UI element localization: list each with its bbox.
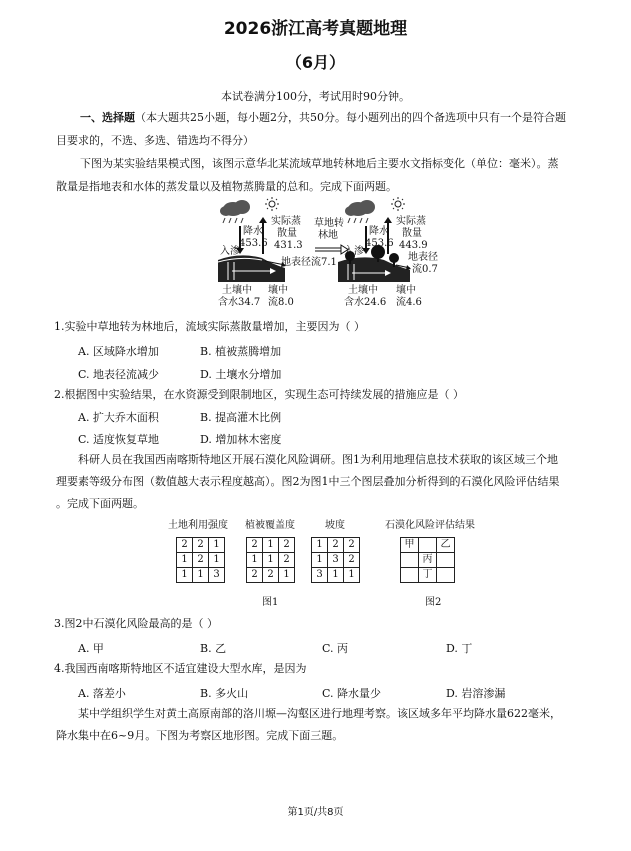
q3-option-d[interactable]: D. 丁 bbox=[446, 642, 473, 655]
q3-option-b[interactable]: B. 乙 bbox=[200, 642, 227, 655]
right-rain-label: 降水 bbox=[369, 226, 389, 237]
grid-cell: 3 bbox=[209, 568, 225, 583]
q2-option-d[interactable]: D. 增加林木密度 bbox=[200, 433, 282, 446]
grid-cell: 2 bbox=[247, 568, 263, 583]
q4-option-d[interactable]: D. 岩溶渗漏 bbox=[446, 687, 506, 700]
grid-cell: 2 bbox=[177, 538, 193, 553]
section-desc-1: （本大题共25小题，每小题2分，共50分。每小题列出的四个备选项中只有一个是符合题 bbox=[135, 111, 566, 124]
sun-icon bbox=[265, 197, 279, 211]
grid-cell: 1 bbox=[279, 568, 295, 583]
grid-cell: 2 bbox=[247, 538, 263, 553]
figure1-caption: 图1 bbox=[262, 597, 279, 608]
grid-cell: 1 bbox=[312, 553, 328, 568]
q1-stem: 1.实验中草地转为林地后，流域实际蒸散量增加，主要因为（ ） bbox=[54, 320, 365, 333]
left-soil-flow-value: 流8.0 bbox=[268, 297, 294, 308]
page-number: 第1页/共8页 bbox=[287, 807, 344, 818]
left-infiltration-label: 入渗 bbox=[220, 246, 240, 257]
left-runoff-label: 地表径流7.1 bbox=[281, 257, 337, 268]
right-soil-flow-label: 壤中 bbox=[396, 285, 416, 296]
grid-cell: 丙 bbox=[419, 553, 437, 568]
hydrology-figure bbox=[210, 196, 442, 312]
grid-cell bbox=[437, 553, 455, 568]
grid-cell: 2 bbox=[263, 568, 279, 583]
q3-option-c[interactable]: C. 丙 bbox=[322, 642, 349, 655]
passage1-line2: 散量是指地表和水体的蒸发量以及植物蒸腾量的总和。完成下面两题。 bbox=[56, 180, 397, 193]
grid-cell bbox=[401, 568, 419, 583]
left-rain-label: 降水 bbox=[243, 226, 263, 237]
grid-cell: 3 bbox=[312, 568, 328, 583]
transition-label-1: 草地转 bbox=[314, 218, 344, 229]
right-infiltration-label: 入渗 bbox=[344, 246, 364, 257]
cloud-icon bbox=[345, 200, 375, 223]
grid4-title: 石漠化风险评估结果 bbox=[385, 520, 475, 531]
left-soil-water-value: 含水34.7 bbox=[218, 297, 261, 308]
exam-info: 本试卷满分100分，考试用时90分钟。 bbox=[221, 90, 410, 103]
grid-cell: 丁 bbox=[419, 568, 437, 583]
grid-cell: 1 bbox=[344, 568, 360, 583]
section-heading-line bbox=[56, 111, 576, 125]
section-heading: 一、选择题 bbox=[80, 111, 135, 124]
grid-cell: 2 bbox=[279, 553, 295, 568]
passage2-line1: 科研人员在我国西南喀斯特地区开展石漠化风险调研。图1为利用地理信息技术获取的该区域三个地 bbox=[78, 453, 558, 466]
passage2-line3: 。完成下面两题。 bbox=[56, 497, 144, 510]
grassland-ground bbox=[218, 255, 286, 282]
left-soil-flow-label: 壤中 bbox=[268, 285, 288, 296]
grid-cell: 2 bbox=[344, 538, 360, 553]
cloud-icon bbox=[220, 200, 250, 223]
grid-cell: 1 bbox=[263, 553, 279, 568]
left-et-label: 实际蒸 bbox=[271, 216, 301, 227]
right-et-value: 443.9 bbox=[399, 240, 428, 251]
passage2-line2: 理要素等级分布图（数值越大表示程度越高）。图2为图1中三个图层叠加分析得到的石漠化风险评估结果 bbox=[56, 475, 560, 488]
grid-cell: 甲 bbox=[401, 538, 419, 553]
q1-option-c[interactable]: C. 地表径流减少 bbox=[78, 368, 160, 381]
q2-stem: 2.根据图中实验结果，在水资源受到限制地区，实现生态可持续发展的措施应是（ ） bbox=[54, 388, 464, 401]
grid-cell bbox=[437, 568, 455, 583]
grid2-title: 植被覆盖度 bbox=[245, 520, 295, 531]
q2-option-a[interactable]: A. 扩大乔木面积 bbox=[78, 411, 159, 424]
grid-cell: 1 bbox=[193, 568, 209, 583]
passage3-line1: 某中学组织学生对黄土高原南部的洛川塬—沟壑区进行地理考察。该区域多年平均降水量622毫米， bbox=[78, 707, 561, 720]
grid-cell: 乙 bbox=[437, 538, 455, 553]
grid-cell bbox=[401, 553, 419, 568]
right-rain-value: 453.6 bbox=[365, 238, 394, 249]
transition-label-2: 林地 bbox=[318, 230, 338, 241]
right-et-label-2: 散量 bbox=[402, 228, 422, 239]
q2-option-b[interactable]: B. 提高灌木比例 bbox=[200, 411, 282, 424]
land-use-grid bbox=[176, 537, 225, 583]
grid-cell: 1 bbox=[263, 538, 279, 553]
right-et-label: 实际蒸 bbox=[396, 216, 426, 227]
right-soil-water-value: 含水24.6 bbox=[344, 297, 387, 308]
grid1-title: 土地利用强度 bbox=[168, 520, 228, 531]
q3-stem: 3.图2中石漠化风险最高的是（ ） bbox=[54, 617, 218, 630]
q4-stem: 4.我国西南喀斯特地区不适宜建设大型水库，是因为 bbox=[54, 662, 307, 675]
left-rain-value: 453.6 bbox=[239, 238, 268, 249]
grid-cell: 1 bbox=[209, 538, 225, 553]
page-subtitle: （6月） bbox=[285, 53, 346, 72]
sun-icon bbox=[391, 197, 405, 211]
grid-cell: 2 bbox=[279, 538, 295, 553]
vegetation-grid bbox=[246, 537, 295, 583]
right-runoff-value: 流0.7 bbox=[412, 264, 438, 275]
right-soil-water-label: 土壤中 bbox=[348, 285, 378, 296]
grid-cell: 2 bbox=[344, 553, 360, 568]
figure2-caption: 图2 bbox=[425, 597, 442, 608]
risk-result-grid bbox=[400, 537, 455, 583]
grid-cell: 1 bbox=[209, 553, 225, 568]
grid3-title: 坡度 bbox=[325, 520, 345, 531]
q4-option-c[interactable]: C. 降水量少 bbox=[322, 687, 382, 700]
slope-grid bbox=[311, 537, 360, 583]
grid-cell: 2 bbox=[193, 538, 209, 553]
passage3-line2: 降水集中在6~9月。下图为考察区地形图。完成下面三题。 bbox=[56, 729, 344, 742]
passage1-line1: 下图为某实验结果模式图，该图示意华北某流域草地转林地后主要水文指标变化（单位：毫米）。蒸 bbox=[80, 157, 559, 170]
grid-cell: 1 bbox=[177, 553, 193, 568]
grid-cell: 3 bbox=[328, 553, 344, 568]
q4-option-b[interactable]: B. 多火山 bbox=[200, 687, 249, 700]
left-et-value: 431.3 bbox=[274, 240, 303, 251]
left-et-label-2: 散量 bbox=[277, 228, 297, 239]
grid-cell bbox=[419, 538, 437, 553]
q1-option-a[interactable]: A. 区域降水增加 bbox=[78, 345, 159, 358]
section-desc-2: 目要求的，不选、多选、错选均不得分） bbox=[56, 134, 254, 147]
grid-cell: 1 bbox=[247, 553, 263, 568]
q1-option-d[interactable]: D. 土壤水分增加 bbox=[200, 368, 282, 381]
page-title: 2026浙江高考真题地理 bbox=[223, 19, 408, 39]
grid-cell: 2 bbox=[193, 553, 209, 568]
q1-option-b[interactable]: B. 植被蒸腾增加 bbox=[200, 345, 282, 358]
right-soil-flow-value: 流4.6 bbox=[396, 297, 422, 308]
grid-cell: 1 bbox=[312, 538, 328, 553]
q4-option-a[interactable]: A. 落差小 bbox=[78, 687, 126, 700]
grid-cell: 1 bbox=[328, 568, 344, 583]
right-runoff-label: 地表径 bbox=[408, 252, 438, 263]
left-soil-water-label: 土壤中 bbox=[222, 285, 252, 296]
grid-cell: 1 bbox=[177, 568, 193, 583]
q3-option-a[interactable]: A. 甲 bbox=[78, 642, 104, 655]
q2-option-c[interactable]: C. 适度恢复草地 bbox=[78, 433, 160, 446]
grid-cell: 2 bbox=[328, 538, 344, 553]
